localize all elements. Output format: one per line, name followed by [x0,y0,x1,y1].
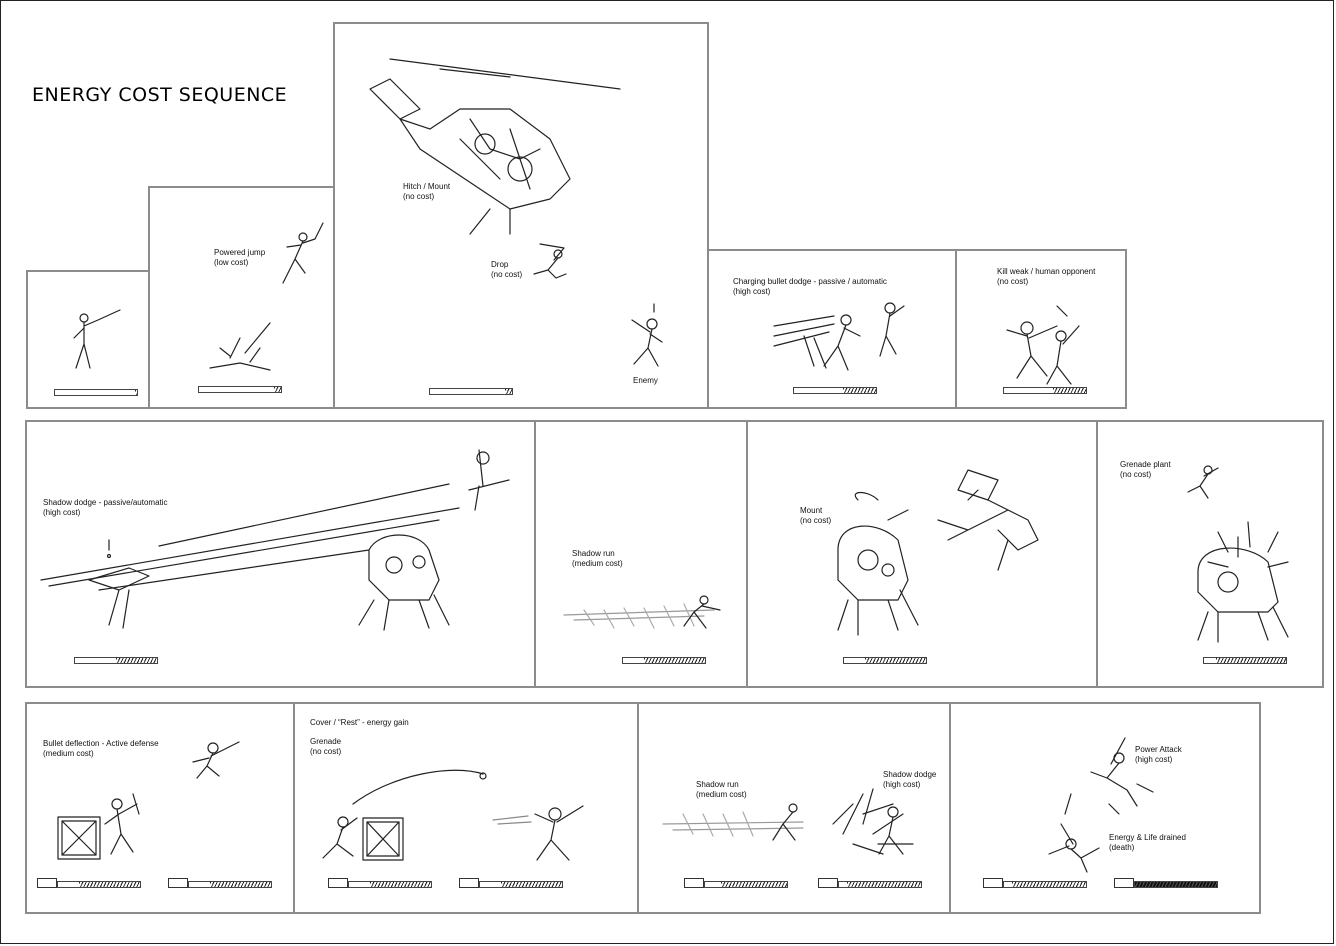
helicopter-sketch [360,49,610,239]
panel-charging-bullet-dodge [707,249,957,409]
health-box [983,878,1003,888]
panel-kill-weak-opponent [955,249,1127,409]
energy-meter [793,387,877,394]
panel-cover-grenade [293,702,639,914]
dropping-ninja-sketch [530,242,575,282]
panel-mount [746,420,1098,688]
panel-shadow-run-dodge [637,702,951,914]
health-box [684,878,704,888]
enemy-sketch [620,302,665,372]
page-title: ENERGY COST SEQUENCE [32,84,288,106]
label-energy-life-drained: Energy & Life drained (death) [1109,833,1186,852]
panel-bullet-deflection [25,702,295,914]
grenade-plant-sketch [1178,462,1318,642]
label-power-attack: Power Attack (high cost) [1135,745,1182,764]
panel-powered-jump [148,186,335,409]
health-box [37,878,57,888]
health-box [459,878,479,888]
label-shadow-dodge-2: Shadow dodge (high cost) [883,770,937,789]
launch-burst-sketch [200,318,290,378]
energy-meter [429,388,513,395]
energy-bar [188,881,272,888]
cover-grenade-sketch [313,764,623,864]
label-powered-jump: Powered jump (low cost) [214,248,266,267]
energy-bar [1003,881,1087,888]
health-box [168,878,188,888]
crate-sketch [57,816,101,860]
bullet-dodge-sketch [774,296,914,381]
energy-meter [74,657,158,664]
energy-bar [1134,881,1218,888]
energy-meter [843,657,927,664]
label-shadow-run: Shadow run (medium cost) [572,549,623,568]
health-box [1114,878,1134,888]
run-dodge-sketch [663,784,943,859]
energy-meter [1003,387,1087,394]
label-shadow-run-2: Shadow run (medium cost) [696,780,747,799]
label-enemy: Enemy [633,376,658,385]
label-bullet-deflection: Bullet deflection - Active defense (medium cost) [43,739,159,758]
panel-grenade-plant [1096,420,1324,688]
shadow-dodge-sketch [39,450,519,640]
health-box [328,878,348,888]
panel-hitch-drop [333,22,709,409]
energy-meter [622,657,706,664]
ninja-idle-sketch [68,310,128,380]
deflecting-ninja-sketch [97,734,267,864]
label-grenade-plant: Grenade plant (no cost) [1120,460,1171,479]
panel-idle [26,270,150,409]
energy-meter [198,386,282,393]
power-attack-sketch [1041,724,1161,874]
label-hitch-mount: Hitch / Mount (no cost) [403,182,451,201]
mount-mech-sketch [828,460,1078,645]
panel-shadow-run [534,420,748,688]
energy-bar [838,881,922,888]
energy-bar [479,881,563,888]
label-shadow-dodge: Shadow dodge - passive/automatic (high cost) [43,498,168,517]
jumping-ninja-sketch [275,223,325,293]
label-drop: Drop (no cost) [491,260,523,279]
label-mount: Mount (no cost) [800,506,832,525]
label-grenade: Grenade (no cost) [310,737,342,756]
label-cover-rest: Cover / “Rest” - energy gain [310,718,409,727]
label-charging-bullet-dodge: Charging bullet dodge - passive / automatic (high cost) [733,277,887,296]
energy-meter [1203,657,1287,664]
shadow-run-sketch [564,590,724,635]
energy-bar [348,881,432,888]
panel-shadow-dodge [25,420,536,688]
takedown-sketch [997,306,1087,386]
label-kill-weak-opponent: Kill weak / human opponent (no cost) [997,267,1096,286]
panel-power-attack [949,702,1261,914]
energy-bar [704,881,788,888]
health-box [818,878,838,888]
energy-bar [57,881,141,888]
energy-meter [54,389,138,396]
